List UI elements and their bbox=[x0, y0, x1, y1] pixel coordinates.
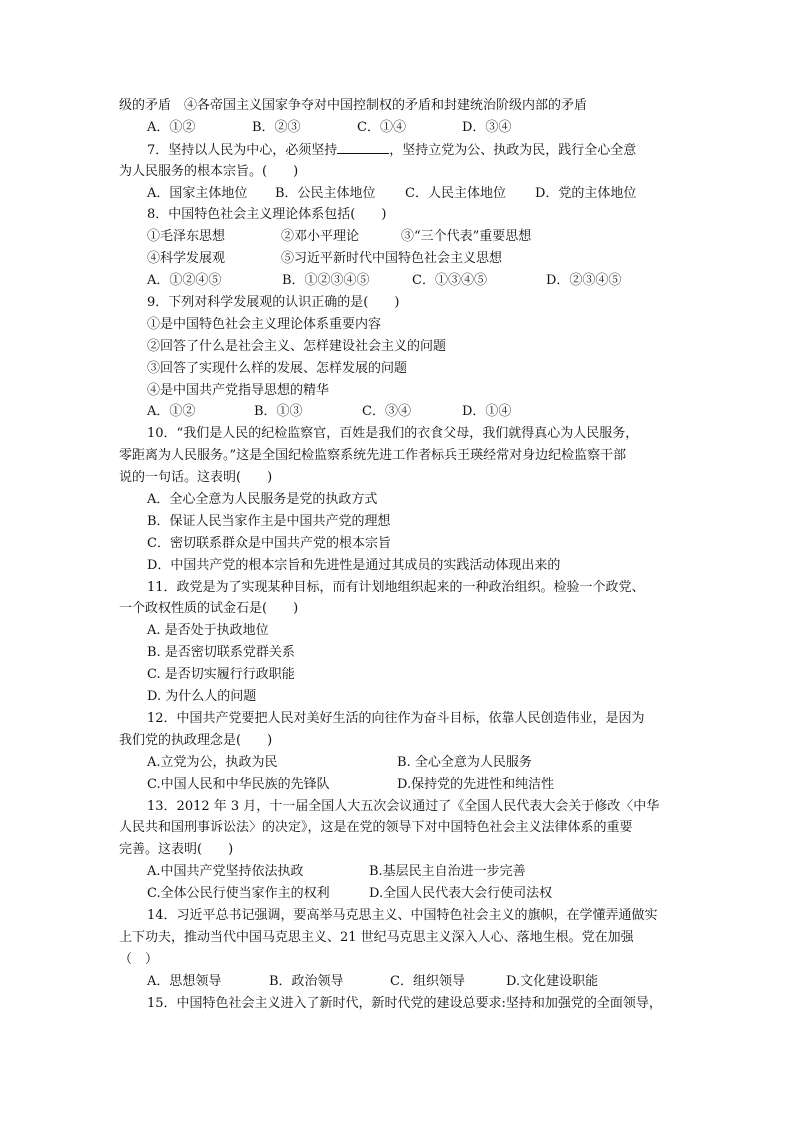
option-b: B.基层民主自治进一步完善 bbox=[369, 864, 526, 880]
statement-options bbox=[119, 226, 679, 248]
text-line: 说的一句话。这表明( ) bbox=[119, 470, 273, 486]
statement-options bbox=[119, 248, 679, 270]
answer-options bbox=[119, 861, 679, 883]
answer-options bbox=[119, 883, 679, 905]
option-b: B．①③ bbox=[254, 404, 303, 420]
option-d: D．③④ bbox=[462, 119, 512, 135]
option-d: D．②③④⑤ bbox=[546, 273, 622, 289]
text-line: 级的矛盾 ④各帝国主义国家争夺对中国控制权的矛盾和封建统治阶级内部的矛盾 bbox=[119, 98, 588, 113]
statement-4: ④科学发展观 bbox=[147, 251, 226, 267]
option-c: C．组织领导 bbox=[390, 973, 465, 989]
option-b: B．②③ bbox=[252, 119, 301, 135]
option-b: B．①②③④⑤ bbox=[282, 273, 370, 289]
option-a: A．国家主体地位 bbox=[147, 185, 248, 201]
answer-options bbox=[119, 401, 679, 423]
statement-5: ⑤习近平新时代中国特色社会主义思想 bbox=[281, 251, 503, 267]
question-12: 12．中国共产党要把人民对美好生活的向往作为奋斗目标，依靠人民创造伟业，是因为 bbox=[147, 710, 645, 726]
exam-text bbox=[119, 95, 679, 1014]
text-line: 完善。这表明( ) bbox=[119, 842, 234, 858]
option-c: C.中国人民和中华民族的先锋队 bbox=[147, 776, 330, 792]
option-c: C．③④ bbox=[362, 404, 411, 420]
answer-options bbox=[119, 774, 679, 796]
option-a: A．①② bbox=[147, 404, 196, 420]
statement-2: ②回答了什么是社会主义、怎样建设社会主义的问题 bbox=[147, 338, 447, 354]
option-d: D．①④ bbox=[462, 404, 512, 420]
option-c: C．①④ bbox=[357, 119, 406, 135]
statement-4: ④是中国共产党指导思想的精华 bbox=[147, 382, 330, 398]
text-line: （ ） bbox=[119, 951, 159, 967]
question-8: 8．中国特色社会主义理论体系包括( ) bbox=[147, 207, 387, 223]
option-d: D. 为什么人的问题 bbox=[147, 689, 257, 705]
option-b: B. 是否密切联系党群关系 bbox=[147, 645, 295, 661]
text-line: 人民共和国刑事诉讼法〉的决定》，这是在党的领导下对中国特色社会主义法律体系的重要 bbox=[119, 820, 633, 836]
question-7 bbox=[119, 139, 679, 161]
statement-2: ②邓小平理论 bbox=[281, 229, 360, 245]
option-d: D.文化建设职能 bbox=[506, 973, 599, 989]
option-d: D.保持党的先进性和纯洁性 bbox=[397, 776, 555, 792]
question-15: 15．中国特色社会主义进入了新时代，新时代党的建设总要求:坚持和加强党的全面领导， bbox=[147, 995, 662, 1011]
question-10: 10．“我们是人民的纪检监察官，百姓是我们的衣食父母，我们就得真心为人民服务， bbox=[147, 426, 639, 442]
question-13: 13．2012 年 3 月，十一届全国人大五次会议通过了《全国人民代表大会关于修改〈中华 bbox=[147, 798, 660, 814]
option-a: A．全心全意为人民服务是党的执政方式 bbox=[147, 492, 378, 508]
option-a: A.立党为公，执政为民 bbox=[147, 754, 278, 770]
question-text: 7．坚持以人民为中心，必须坚持 bbox=[147, 142, 338, 158]
answer-options bbox=[119, 117, 679, 139]
option-a: A.中国共产党坚持依法执政 bbox=[147, 864, 304, 880]
option-d: D．党的主体地位 bbox=[535, 185, 637, 201]
fill-blank bbox=[337, 139, 389, 154]
option-a: A．思想领导 bbox=[147, 973, 222, 989]
option-a: A．①② bbox=[147, 119, 196, 135]
statement-3: ③回答了实现什么样的发展、怎样发展的问题 bbox=[147, 360, 408, 376]
question-9: 9．下列对科学发展观的认识正确的是( ) bbox=[147, 295, 400, 311]
option-d: D．中国共产党的根本宗旨和先进性是通过其成员的实践活动体现出来的 bbox=[147, 557, 561, 573]
option-c: C.全体公民行使当家作主的权利 bbox=[147, 886, 330, 902]
question-text: ，坚持立党为公、执政为民，践行全心全意 bbox=[389, 142, 637, 158]
option-d: D.全国人民代表大会行使司法权 bbox=[369, 886, 553, 902]
statement-1: ①是中国特色社会主义理论体系重要内容 bbox=[147, 316, 382, 332]
answer-options bbox=[119, 270, 679, 292]
answer-options bbox=[119, 971, 679, 993]
question-14: 14．习近平总书记强调，要高举马克思主义、中国特色社会主义的旗帜，在学懂弄通做实 bbox=[147, 907, 658, 923]
text-line: 零距离为人民服务。”这是全国纪检监察系统先进工作者标兵王瑛经常对身边纪检监察干部 bbox=[119, 448, 627, 464]
option-b: B．政治领导 bbox=[269, 973, 344, 989]
text-line: 上下功夫，推动当代中国马克思主义、21 世纪马克思主义深入人心、落地生根。党在加强 bbox=[119, 929, 634, 945]
question-11: 11．政党是为了实现某种目标，而有计划地组织起来的一种政治组织。检验一个政党、 bbox=[147, 579, 645, 595]
option-b: B．保证人民当家作主是中国共产党的理想 bbox=[147, 513, 391, 529]
answer-options bbox=[119, 183, 679, 205]
statement-3: ③“三个代表”重要思想 bbox=[401, 229, 532, 245]
answer-options bbox=[119, 752, 679, 774]
option-b: B．公民主体地位 bbox=[275, 185, 376, 201]
text-line: 一个政权性质的试金石是( ) bbox=[119, 601, 299, 617]
option-c: C．①③④⑤ bbox=[412, 273, 487, 289]
option-a: A. 是否处于执政地位 bbox=[147, 623, 269, 639]
statement-1: ①毛泽东思想 bbox=[147, 229, 226, 245]
option-c: C．人民主体地位 bbox=[405, 185, 506, 201]
option-a: A．①②④⑤ bbox=[147, 273, 222, 289]
text-line: 为人民服务的根本宗旨。( ) bbox=[119, 163, 299, 179]
option-b: B. 全心全意为人民服务 bbox=[397, 754, 532, 770]
option-c: C. 是否切实履行行政职能 bbox=[147, 667, 295, 683]
text-line: 我们党的执政理念是( ) bbox=[119, 732, 273, 748]
option-c: C．密切联系群众是中国共产党的根本宗旨 bbox=[147, 535, 391, 551]
